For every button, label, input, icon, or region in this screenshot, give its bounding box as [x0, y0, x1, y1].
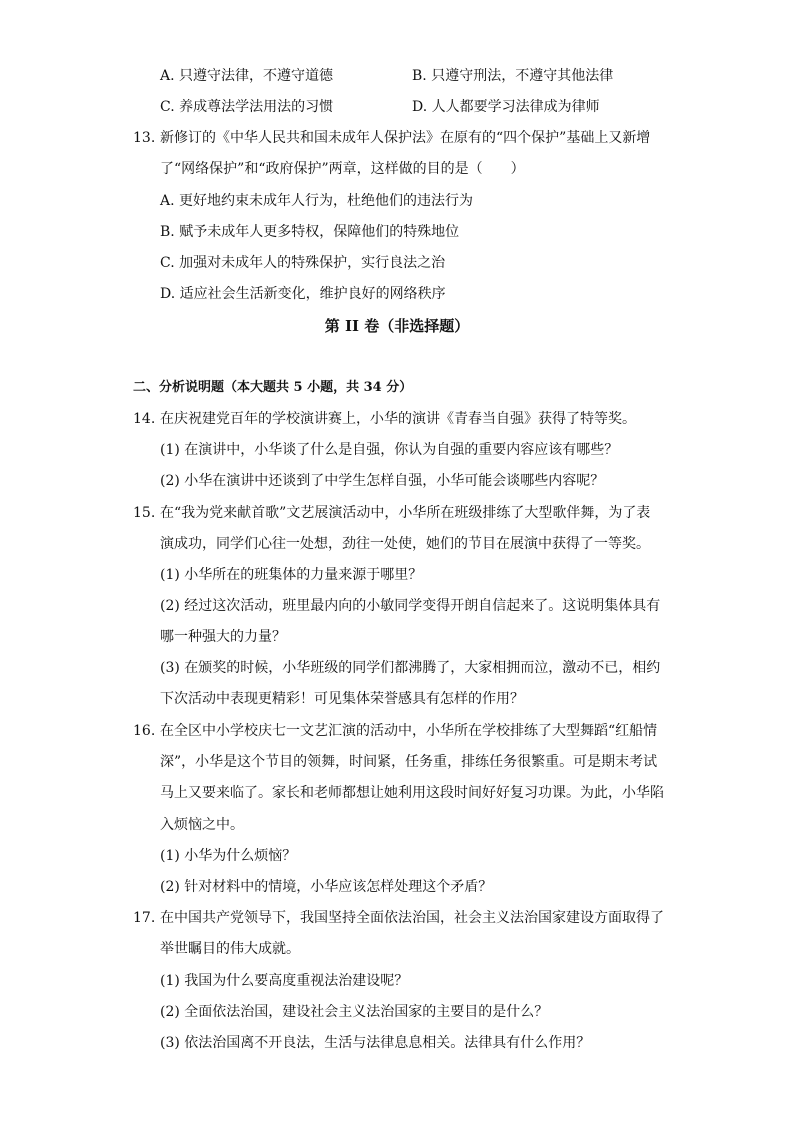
q17-sub1: (1) 我国为什么要高度重视法治建设呢？ [160, 973, 409, 989]
q16-sub1: (1) 小华为什么烦恼？ [160, 848, 297, 864]
q15-stem-line1: 在“我为党来献首歌”文艺展演活动中，小华所在班级排练了大型歌伴舞，为了表 [160, 505, 651, 521]
q14-sub2: (2) 小华在演讲中还谈到了中学生怎样自强，小华可能会谈哪些内容呢？ [160, 473, 605, 489]
q12-option-d: D. 人人都要学习法律成为律师 [412, 99, 600, 115]
q15-sub3-line1: (3) 在颁奖的时候，小华班级的同学们都沸腾了，大家相拥而泣，激动不已，相约 [160, 660, 661, 676]
q14-sub1: (1) 在演讲中，小华谈了什么是自强，你认为自强的重要内容应该有哪些？ [160, 442, 619, 458]
q16-stem-line4: 入烦恼之中。 [160, 817, 244, 833]
q16-number: 16. [133, 723, 156, 739]
q13-number: 13. [133, 130, 156, 146]
q13-option-b: B. 赋予未成年人更多特权，保障他们的特殊地位 [160, 224, 460, 240]
q15-sub2-line2: 哪一种强大的力量？ [160, 629, 286, 645]
q13-option-d: D. 适应社会生活新变化，维护良好的网络秩序 [160, 286, 446, 302]
q16-stem-line3: 马上又要来临了。家长和老师都想让她利用这段时间好好复习功课。为此，小华陷 [160, 785, 664, 801]
q15-number: 15. [133, 505, 156, 521]
q13-option-a: A. 更好地约束未成年人行为，杜绝他们的违法行为 [160, 193, 474, 209]
q17-sub3: (3) 依法治国离不开良法，生活与法律息息相关。法律具有什么作用？ [160, 1035, 591, 1051]
q17-sub2: (2) 全面依法治国，建设社会主义法治国家的主要目的是什么？ [160, 1004, 549, 1020]
q15-stem-line2: 演成功，同学们心往一处想，劲往一处使，她们的节目在展演中获得了一等奖。 [160, 536, 650, 552]
q15-sub1: (1) 小华所在的班集体的力量来源于哪里？ [160, 567, 423, 583]
q12-option-c: C. 养成尊法学法用法的习惯 [160, 99, 334, 115]
q16-sub2: (2) 针对材料中的情境，小华应该怎样处理这个矛盾？ [160, 879, 493, 895]
q13-stem-line1: 新修订的《中华人民共和国未成年人保护法》在原有的“四个保护”基础上又新增 [160, 130, 651, 146]
q15-sub2-line1: (2) 经过这次活动，班里最内向的小敏同学变得开朗自信起来了。这说明集体具有 [160, 598, 661, 614]
part-heading: 二、分析说明题（本大题共 5 小题，共 34 分） [133, 380, 413, 395]
q13-option-c: C. 加强对未成年人的特殊保护，实行良法之治 [160, 255, 446, 271]
q12-option-a: A. 只遵守法律，不遵守道德 [160, 68, 334, 84]
q14-number: 14. [133, 411, 156, 427]
q12-option-b: B. 只遵守刑法，不遵守其他法律 [412, 68, 614, 84]
q15-sub3-line2: 下次活动中表现更精彩！可见集体荣誉感具有怎样的作用？ [160, 691, 524, 707]
q14-stem: 在庆祝建党百年的学校演讲赛上，小华的演讲《青春当自强》获得了特等奖。 [160, 411, 636, 427]
section-title: 第 II 卷（非选择题） [324, 317, 470, 335]
q16-stem-line1: 在全区中小学校庆七一文艺汇演的活动中，小华所在学校排练了大型舞蹈“红船情 [160, 723, 658, 739]
q17-stem-line1: 在中国共产党领导下，我国坚持全面依法治国，社会主义法治国家建设方面取得了 [160, 910, 664, 926]
q13-stem-line2: 了“网络保护”和“政府保护”两章，这样做的目的是（ ） [160, 161, 525, 177]
q16-stem-line2: 深”，小华是这个节目的领舞，时间紧，任务重，排练任务很繁重。可是期末考试 [160, 754, 658, 770]
q17-stem-line2: 举世瞩目的伟大成就。 [160, 941, 300, 957]
q17-number: 17. [133, 910, 156, 926]
